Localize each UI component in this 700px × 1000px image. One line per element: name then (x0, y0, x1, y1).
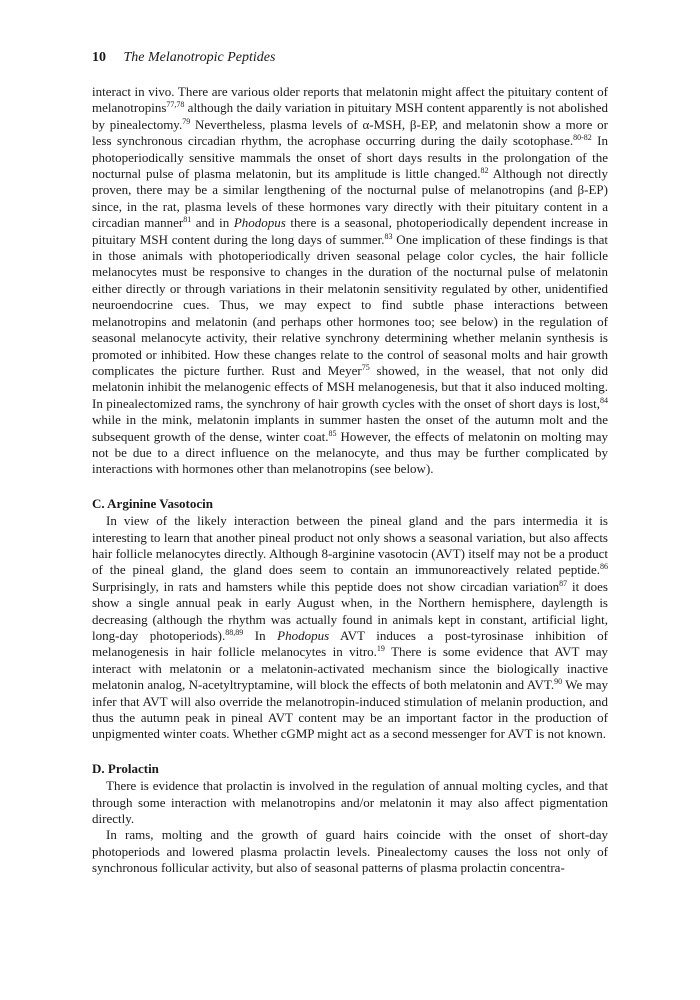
running-title: The Melanotropic Peptides (123, 50, 276, 65)
section-heading: D. Prolactin (92, 760, 159, 776)
body-paragraph: interact in vivo. There are various older reports that melatonin might affect the pituitary content of melanotropins$^{77,78}$ although the daily variation in pituitary MSH content apparently is not abolished by pinealectomy.$^{79}$ Nevertheless, plasma levels of α-MSH, β-EP, and melatonin show a more or less synchronous circadian rhythm, the acrophase occurring during the daily scotophase.$^{80-82}$ In photoperiodically sensitive mammals the onset of short days results in the prolongation of the nocturnal pulse of plasma melatonin, but its amplitude is little changed.$^{82}$ Although not directly proven, there may be a similar lengthening of the nocturnal pulse of melanotropins (and β-EP) since, in the rat, plasma levels of these hormones vary directly with their pituitary content in a circadian manner$^{81}$ and in Phodopus there is a seasonal, photoperiodically dependent increase in pituitary MSH content during the long days of summer.$^{83}$ One implication of these findings is that in those animals with photoperiodically driven seasonal pelage color cycles, the hair follicle melanocytes must be responsive to changes in the duration of the nocturnal pulse of melatonin either directly or through variations in their melatonin sensitivity regulated by other, unidentified neuroendocrine cues. Thus, we may expect to find subtle phase interactions between melanotropins and melatonin (and perhaps other hormones too; see below) in the regulation of seasonal melanocyte activity, their relative synchrony determining whether melanin synthesis is promoted or inhibited. How these changes relate to the control of seasonal molts and hair growth complicates the picture further. Rust and Meyer$^{75}$ showed, in the weasel, that not only did melatonin inhibit the melanogenic effects of MSH melanogenesis, but that it also induced molting. In pinealectomized rams, the synchrony of hair growth cycles with the onset of short days is lost,$^{84}$ while in the mink, melatonin implants in summer hasten the onset of the autumn molt and the subsequent growth of the dense, winter coat.$^{85}$ However, the effects of melatonin on molting may not be due to a direct influence on the melanocyte, and thus may be further complicated by interactions with hormones other than melanotropins (see below). (92, 84, 608, 477)
section-intro (92, 84, 608, 478)
section-heading: C. Arginine Vasotocin (92, 495, 213, 511)
page-number: 10 (92, 50, 106, 65)
page-header (92, 50, 608, 70)
section-arginine-vasotocin (92, 496, 608, 743)
body-paragraph: In rams, molting and the growth of guard hairs coincide with the onset of short-day photoperiods and lowered plasma prolactin levels. Pinealectomy causes the loss not only of synchronous follicular activity, but also of seasonal patterns of plasma prolactin concentra- (92, 827, 608, 876)
body-paragraph: In view of the likely interaction between the pineal gland and the pars intermedia it is interesting to learn that another pineal product not only shows a seasonal variation, but also affects hair follicle melanocytes directly. Although 8-arginine vasotocin (AVT) itself may not be a product of the pineal gland, the gland does seem to contain an immunoreactively related peptide.$^{86}$ Surprisingly, in rats and hamsters while this peptide does not show circadian variation$^{87}$ it does show a single annual peak in early August when, in the Northern hemisphere, daylength is decreasing (although the rhythm was actually found in animals kept in constant, artificial light, long-day photoperiods).$^{88,89}$ In Phodopus AVT induces a post-tyrosinase inhibition of melanogenesis in hair follicle melanocytes in vitro.$^{19}$ There is some evidence that AVT may interact with melatonin or a melatonin-activated mechanism since the biologically inactive melatonin analog, N-acetyltryptamine, will block the effects of both melatonin and AVT.$^{90}$ We may infer that AVT will also override the melanotropin-induced stimulation of melanin production, and thus the autumn peak in pineal AVT content may be an important factor in the production of unpigmented winter coats. Whether cGMP might act as a second messenger for AVT is not known. (92, 513, 609, 742)
section-prolactin (92, 761, 608, 877)
document-page (92, 50, 608, 877)
body-paragraph: There is evidence that prolactin is involved in the regulation of annual molting cycles, and that through some interaction with melanotropins and/or melatonin it may also affect pigmentation directly. (92, 778, 608, 827)
